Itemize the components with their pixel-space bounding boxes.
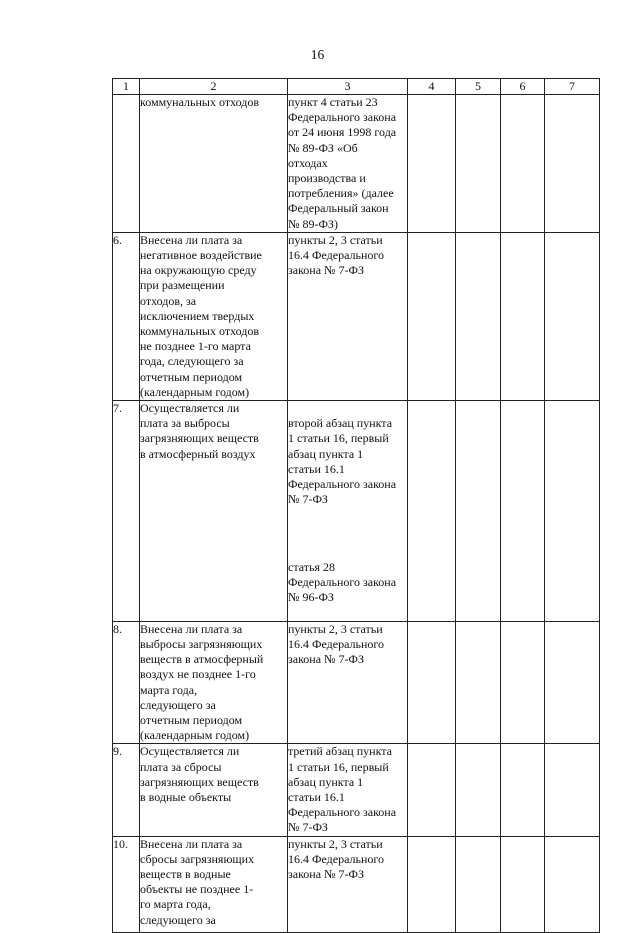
header-row bbox=[113, 79, 600, 95]
table-row bbox=[113, 95, 600, 233]
column-header: 7 bbox=[545, 79, 600, 95]
question-cell: Внесена ли плата за сбросы загрязняющих веществ в водные объекты не позднее 1- го марта года, следующего за bbox=[140, 836, 288, 932]
row-number: 7. bbox=[113, 401, 140, 622]
empty-cell bbox=[456, 836, 501, 932]
empty-cell bbox=[408, 621, 456, 744]
empty-cell bbox=[456, 95, 501, 233]
empty-cell bbox=[408, 95, 456, 233]
row-number: 10. bbox=[113, 836, 140, 932]
legal-reference-cell bbox=[288, 401, 408, 622]
row-number: 9. bbox=[113, 744, 140, 836]
row-number bbox=[113, 95, 140, 233]
empty-cell bbox=[408, 232, 456, 400]
column-header: 4 bbox=[408, 79, 456, 95]
column-header: 5 bbox=[456, 79, 501, 95]
question-cell: Осуществляется ли плата за сбросы загрязняющих веществ в водные объекты bbox=[140, 744, 288, 836]
empty-cell bbox=[501, 95, 545, 233]
legal-reference-cell bbox=[288, 836, 408, 932]
column-header: 6 bbox=[501, 79, 545, 95]
empty-cell bbox=[456, 621, 501, 744]
empty-cell bbox=[456, 744, 501, 836]
empty-cell bbox=[545, 401, 600, 622]
question-cell: Внесена ли плата за негативное воздействие на окружающую среду при размещении отходов, за исключением твердых коммунальных отходов не позднее 1-го марта года, следующего за отчетным периодом (календарным годом) bbox=[140, 232, 288, 400]
legal-reference: пункты 2, 3 статьи 16.4 Федерального закона № 7-ФЗ bbox=[288, 232, 385, 278]
column-header: 1 bbox=[113, 79, 140, 95]
legal-reference: пункт 4 статьи 23 Федерального закона от 24 июня 1998 года № 89-ФЗ «Об отходах производства и потребления» (далее Федеральный закон № 89-ФЗ) bbox=[288, 95, 397, 231]
empty-cell bbox=[456, 401, 501, 622]
empty-cell bbox=[501, 621, 545, 744]
legal-reference-cell bbox=[288, 744, 408, 836]
row-number: 8. bbox=[113, 621, 140, 744]
question-cell: коммунальных отходов bbox=[140, 95, 288, 233]
column-header: 2 bbox=[140, 79, 288, 95]
empty-cell bbox=[545, 621, 600, 744]
legal-reference: пункты 2, 3 статьи 16.4 Федерального закона № 7-ФЗ bbox=[288, 621, 385, 667]
column-header: 3 bbox=[288, 79, 408, 95]
page-number: 16 bbox=[310, 47, 325, 62]
legal-reference: второй абзац пункта 1 статьи 16, первый абзац пункта 1 статьи 16.1 Федерального закона № 7-ФЗ bbox=[288, 416, 397, 507]
empty-cell bbox=[408, 744, 456, 836]
table-row bbox=[113, 621, 600, 744]
empty-cell bbox=[545, 95, 600, 233]
table-row bbox=[113, 401, 600, 622]
empty-cell bbox=[408, 836, 456, 932]
empty-cell bbox=[501, 232, 545, 400]
empty-cell bbox=[501, 836, 545, 932]
legal-reference: пункты 2, 3 статьи 16.4 Федерального закона № 7-ФЗ bbox=[288, 836, 385, 881]
question-cell: Внесена ли плата за выбросы загрязняющих веществ в атмосферный воздух не позднее 1-го марта года, следующего за отчетным периодом (календарным годом) bbox=[140, 621, 288, 744]
table-row bbox=[113, 232, 600, 400]
reference-spacer bbox=[288, 523, 407, 545]
legal-reference: статья 28 Федерального закона № 96-ФЗ bbox=[288, 559, 397, 605]
empty-cell bbox=[501, 744, 545, 836]
checklist-table bbox=[112, 78, 600, 933]
empty-cell bbox=[456, 232, 501, 400]
legal-reference: третий абзац пункта 1 статьи 16, первый абзац пункта 1 статьи 16.1 Федерального закона № 7-ФЗ bbox=[288, 744, 397, 835]
empty-cell bbox=[545, 836, 600, 932]
legal-reference-cell bbox=[288, 95, 408, 233]
empty-cell bbox=[545, 744, 600, 836]
empty-cell bbox=[545, 232, 600, 400]
table-row bbox=[113, 836, 600, 932]
question-cell: Осуществляется ли плата за выбросы загрязняющих веществ в атмосферный воздух bbox=[140, 401, 288, 622]
row-number: 6. bbox=[113, 232, 140, 400]
legal-reference-cell bbox=[288, 621, 408, 744]
empty-cell bbox=[501, 401, 545, 622]
empty-cell bbox=[408, 401, 456, 622]
legal-reference-cell bbox=[288, 232, 408, 400]
table-row bbox=[113, 744, 600, 836]
